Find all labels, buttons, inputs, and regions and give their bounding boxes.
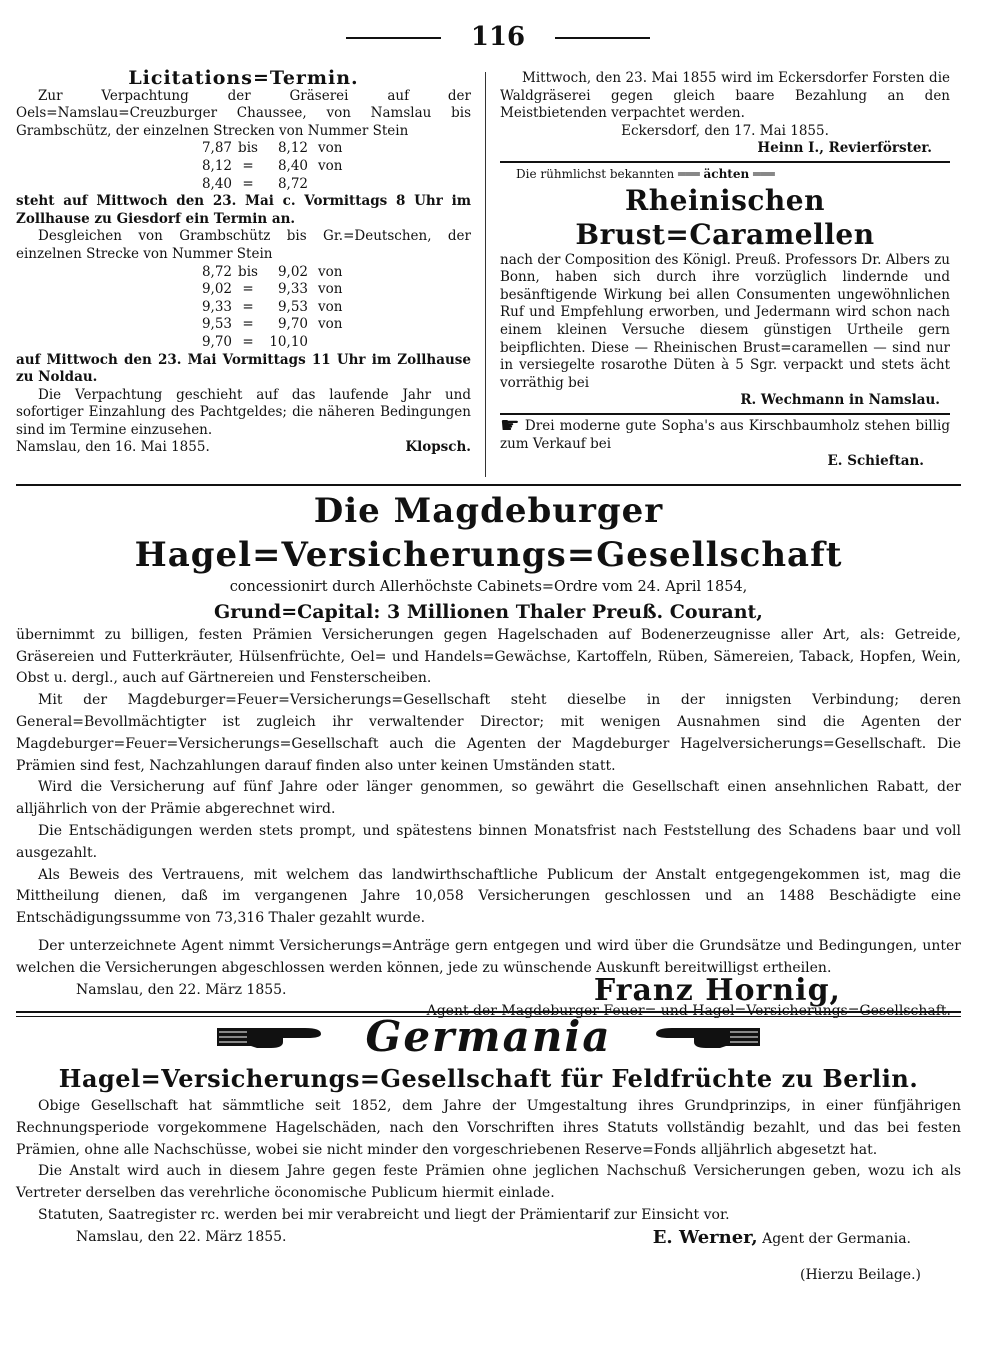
- range-row: [16, 264, 471, 282]
- range-suffix: von: [318, 263, 343, 280]
- range-to: 8,40: [277, 157, 308, 174]
- magdeburger-p5: Als Beweis des Vertrauens, mit welchem das landwirthschaftliche Publicum der Anstalt entgegengekommen ist, mag die Mittheilung dienen, daß im vergangenen Jahre 10,058 Versicherungen geschlossen und an 1488 Beschädigte eine Entschädigungssumme von 73,316 Thaler gezahlt wurde.: [16, 866, 961, 927]
- divider: [500, 413, 950, 415]
- magdeburger-sub: concessionirt durch Allerhöchste Cabinets=Ordre vom 24. April 1854,: [229, 579, 748, 595]
- magdeburger-ad: [16, 484, 961, 1023]
- magdeburger-signature: [16, 972, 961, 1008]
- range-row: [16, 176, 471, 194]
- pointing-hand-icon: ☛: [500, 413, 520, 439]
- germania-p1: Obige Gesellschaft hat sämmtliche seit 1852, dem Jahre der Umgestaltung ihres Grundprinzips, in einer fünfjährigen Rechnungsperiode vorgekommene Hagelschäden, nach den Vorschriften ihres Statuts vollständig bezahlt, und das bei festen Prämien, ohne alle Nachschüsse, wobei sie nicht minder den vorgeschriebenen Reserve=Fonds alljährlich abgesetzt hat.: [16, 1098, 961, 1158]
- range-row: [16, 158, 471, 176]
- germania-p3: Statuten, Saatregister rc. werden bei mir verabreicht und liegt der Prämientarif zur Einsicht vor.: [38, 1206, 730, 1223]
- range-suffix: von: [318, 298, 343, 315]
- range-suffix: von: [318, 157, 343, 174]
- germania-signer-block: [653, 1227, 911, 1251]
- range-row: [16, 334, 471, 352]
- caramel-text: nach der Composition des Königl. Preuß. Professors Dr. Albers zu Bonn, haben sich durch ihre vorzüglich lindernde und besänftigende Wirkung bei allen Consumenten ungewöhnlichen Ruf und Empfehlung erworben, und Jedermann wird schon nach einem kleinen Versuche diesem günstigen Urtheile gern beipflichten. Diese — Rheinischen Brust=caramellen — sind nur in versiegelte rosarothe Düten à 5 Sgr. verpackt und stets ächt vorräthig bei: [500, 251, 950, 391]
- range-to: 8,72: [277, 175, 308, 192]
- range-to: 9,53: [277, 298, 308, 315]
- licitation-term-1: steht auf Mittwoch den 23. Mai c. Vormittags 8 Uhr im Zollhause zu Giesdorf ein Termin an.: [16, 193, 471, 227]
- germania-sub: Hagel=Versicherungs=Gesellschaft für Feldfrüchte zu Berlin.: [58, 1064, 919, 1093]
- germania-header: [16, 1012, 961, 1062]
- germania-signature: [16, 1227, 961, 1251]
- germania-ad: [16, 1012, 961, 1286]
- sofa-text: [500, 413, 950, 453]
- range-from: 8,72: [201, 263, 232, 280]
- waldgraeserei-place: Eckersdorf, den 17. Mai 1855.: [621, 122, 829, 139]
- pointing-hand-left-icon: [650, 1020, 760, 1054]
- magdeburger-capital: Grund=Capital: 3 Millionen Thaler Preuß. Courant,: [214, 600, 763, 623]
- caramel-pre: Die rühmlichst bekannten ═══ ächten ═══: [516, 166, 775, 181]
- magdeburger-p4: Die Entschädigungen werden stets prompt, und spätestens binnen Monatsfrist nach Feststellung des Schadens baar und voll ausgezahlt.: [16, 822, 961, 861]
- germania-signer: E. Werner,: [652, 1226, 758, 1248]
- range-to: 8,12: [277, 140, 308, 157]
- caramel-pre-bold: ächten: [703, 166, 750, 181]
- column-divider: [485, 72, 486, 477]
- range-row: [16, 299, 471, 317]
- range-sep: =: [242, 298, 254, 315]
- magdeburger-p6: Der unterzeichnete Agent nimmt Versicherungs=Anträge gern entgegen und wird über die Grundsätze und Bedingungen, unter welchen die Versicherungen abgeschlossen werden können, jede zu wünschende Auskunft bereitwilligst ertheilen.: [16, 937, 961, 976]
- caramel-pre-text: Die rühmlichst bekannten: [516, 166, 675, 181]
- range-from: 8,12: [201, 157, 232, 174]
- caramel-title: Rheinischen Brust=Caramellen: [575, 183, 875, 251]
- range-sep: bis: [238, 263, 258, 280]
- magdeburger-p3: Wird die Versicherung auf fünf Jahre oder länger genommen, so gewährt die Gesellschaft einen ansehnlichen Rabatt, der alljährlich von der Prämie abgerechnet wird.: [16, 779, 961, 818]
- licitation-notice: [16, 67, 471, 457]
- magdeburger-title: Die Magdeburger Hagel=Versicherungs=Gesellschaft: [134, 491, 843, 575]
- licitation-footer: [16, 439, 471, 457]
- range-from: 7,87: [201, 140, 232, 157]
- waldgraeserei-signer: Heinn I., Revierförster.: [757, 140, 932, 157]
- rule-right: [555, 37, 650, 39]
- range-to: 10,10: [269, 333, 308, 350]
- germania-role: Agent der Germania.: [762, 1230, 911, 1247]
- page-number-text: 116: [470, 22, 526, 52]
- rule-left: [346, 37, 441, 39]
- divider: [16, 484, 961, 486]
- range-list-1: [16, 140, 471, 193]
- range-sep: =: [242, 175, 254, 192]
- caramel-seller: R. Wechmann in Namslau.: [740, 392, 940, 409]
- magdeburger-role: Agent der Magdeburger Feuer= und Hagel=Versicherungs=Gesellschaft.: [426, 1003, 951, 1020]
- range-to: 9,33: [277, 281, 308, 298]
- range-list-2: [16, 264, 471, 352]
- magdeburger-place: Namslau, den 22. März 1855.: [76, 981, 287, 998]
- licitation-intro-2: Desgleichen von Grambschütz bis Gr.=Deutschen, der einzelnen Strecke von Nummer Stein: [16, 228, 471, 262]
- sofa-text-body: Drei moderne gute Sopha's aus Kirschbaumholz stehen billig zum Verkauf bei: [500, 417, 950, 452]
- magdeburger-p1: übernimmt zu billigen, festen Prämien Versicherungen gegen Hagelschaden auf Bodenerzeugnisse aller Art, als: Getreide, Gräsereien und Futterkräuter, Hülsenfrüchte, Oel= und Handels=Gewächse, Kartoffeln, Rüben, Sämereien, Taback, Hopfen, Wein, Obst u. dergl., auch auf Gärtnereien und Fensterscheiben.: [16, 626, 961, 687]
- supplement-note: (Hierzu Beilage.): [799, 1266, 921, 1283]
- range-row: [16, 316, 471, 334]
- range-suffix: von: [318, 281, 343, 298]
- range-from: 9,33: [201, 298, 232, 315]
- range-from: 9,70: [201, 333, 232, 350]
- range-sep: bis: [238, 140, 258, 157]
- range-sep: =: [242, 281, 254, 298]
- range-row: [16, 281, 471, 299]
- germania-p2: Die Anstalt wird auch in diesem Jahre gegen feste Prämien ohne jeglichen Nachschuß Versicherungen geben, wozu ich als Vertreter derselben das verehrliche öconomische Publicum hiermit einlade.: [16, 1163, 961, 1202]
- right-column: [500, 70, 950, 471]
- range-to: 9,02: [277, 263, 308, 280]
- divider: [500, 161, 950, 163]
- licitation-intro: Zur Verpachtung der Gräserei auf der Oels=Namslau=Creuzburger Chaussee, von Namslau bis Grambschütz, der einzelnen Strecken von Nummer Stein: [16, 87, 471, 139]
- range-from: 9,53: [201, 316, 232, 333]
- licitation-conditions: Die Verpachtung geschieht auf das laufende Jahr und sofortiger Einzahlung des Pachtgeldes; die näheren Bedingungen sind im Termine einzusehen.: [16, 386, 471, 438]
- range-from: 8,40: [201, 175, 232, 192]
- range-row: [16, 140, 471, 158]
- range-sep: =: [242, 316, 254, 333]
- sofa-seller: E. Schieftan.: [827, 453, 924, 470]
- range-from: 9,02: [201, 281, 232, 298]
- waldgraeserei-text: Mittwoch, den 23. Mai 1855 wird im Eckersdorfer Forsten die Waldgräserei gegen gleich baare Bezahlung an den Meistbietenden verpachtet werden.: [500, 70, 950, 122]
- range-sep: =: [242, 157, 254, 174]
- licitation-title: Licitations=Termin.: [128, 67, 359, 89]
- licitation-signer: Klopsch.: [405, 439, 471, 456]
- germania-title: Germania: [365, 1012, 612, 1061]
- range-suffix: von: [318, 140, 343, 157]
- magdeburger-p2: Mit der Magdeburger=Feuer=Versicherungs=Gesellschaft steht dieselbe in der innigsten Verbindung; deren General=Bevollmächtigter ist zugleich ihr verwaltender Director; mit wenigen Ausnahmen sind die Agenten der Magdeburger=Feuer=Versicherungs=Gesellschaft auch die Agenten der Magdeburger Hagelversicherungs=Gesellschaft. Die Prämien sind fest, Nachzahlungen darauf finden also unter keinen Umständen statt.: [16, 692, 961, 774]
- page-number: [0, 22, 996, 52]
- pointing-hand-right-icon: [217, 1020, 327, 1054]
- range-to: 9,70: [277, 316, 308, 333]
- licitation-term-2: auf Mittwoch den 23. Mai Vormittags 11 Uhr im Zollhause zu Noldau.: [16, 351, 471, 386]
- germania-place: Namslau, den 22. März 1855.: [76, 1228, 287, 1245]
- range-suffix: von: [318, 316, 343, 333]
- licitation-place: Namslau, den 16. Mai 1855.: [16, 439, 210, 456]
- range-sep: =: [242, 333, 254, 350]
- magdeburger-signer: Franz Hornig,: [593, 972, 841, 1008]
